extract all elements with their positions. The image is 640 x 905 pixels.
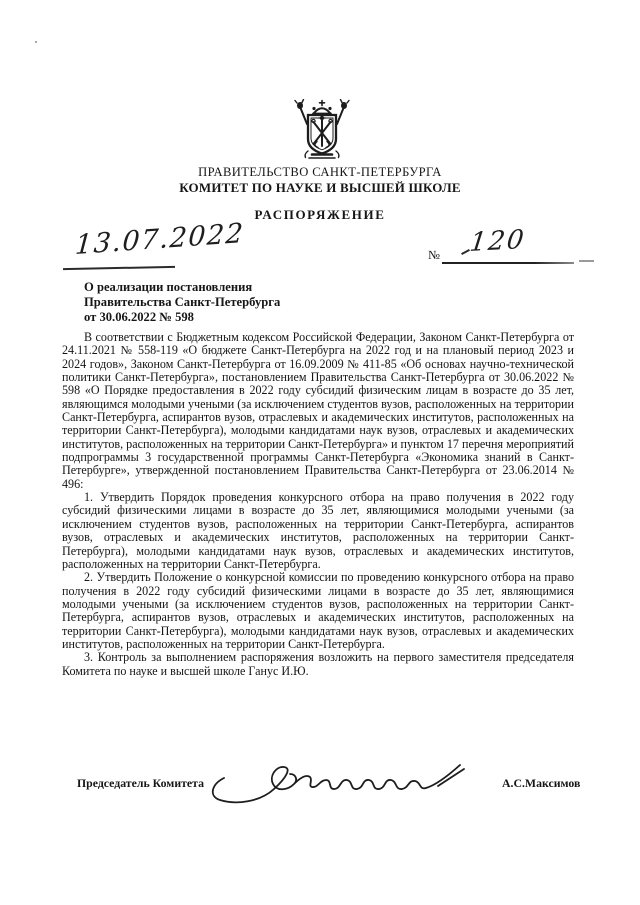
scan-speck — [35, 41, 37, 43]
handwritten-date: 13.07.2022 — [74, 217, 246, 261]
coat-of-arms-icon — [294, 99, 350, 161]
paragraph-item-1: 1. Утвердить Порядок проведения конкурсного отбора на право получения в 2022 году субсидий физическими лицами в возрасте до 35 лет, являющимися молодыми учеными (за исключением студентов вузов, расположенных на территории Санкт-Петербурга, аспирантов вузов, отраслевых и академических институтов, расположенных на территории Санкт-Петербурга), молодыми кандидатами наук вузов, отраслевых и академических институтов, расположенных на территории Санкт-Петербурга. — [62, 490, 574, 571]
paragraph-preamble: В соответствии с Бюджетным кодексом Российской Федерации, Законом Санкт-Петербурга от 24.11.2021 № 558-119 «О бюджете Санкт-Петербурга на 2022 год и на плановый период 2023 и 2024 годов», Законом Санкт-Петербурга от 16.09.2009 № 411-85 «Об основах научно-технической политики Санкт-Петербурга», постановлением Правительства Санкт-Петербурга от 30.06.2022 № 598 «О Порядке предоставления в 2022 году субсидий физическим лицам в возрасте до 35 лет, являющимся молодыми учеными (за исключением студентов вузов, расположенных на территории Санкт-Петербурга, аспирантов вузов, отраслевых и академических институтов, расположенных на территории Санкт-Петербурга), молодыми кандидатами наук вузов, отраслевых и академических институтов, расположенных на территории Санкт-Петербурга» и пунктом 17 перечня мероприятий подпрограммы 3 государственной программы Санкт-Петербурга «Экономика знаний в Санкт-Петербурге», утвержденной постановлением Правительства Санкт-Петербурга от 23.06.2014 № 496: — [62, 330, 574, 491]
subject-line: от 30.06.2022 № 598 — [84, 310, 194, 324]
number-underline — [442, 262, 574, 264]
paragraph-item-3: 3. Контроль за выполнением распоряжения возложить на первого заместителя председателя Комитета по науке и высшей школе Ганус И.Ю. — [62, 650, 574, 678]
number-label: № — [428, 248, 440, 262]
signer-title: Председатель Комитета — [77, 776, 204, 790]
date-underline — [63, 266, 175, 270]
authority-name: ПРАВИТЕЛЬСТВО САНКТ-ПЕТЕРБУРГА — [198, 165, 442, 179]
handwritten-number: 120 — [468, 224, 528, 258]
subject-heading — [84, 280, 280, 325]
committee-name: КОМИТЕТ ПО НАУКЕ И ВЫСШЕЙ ШКОЛЕ — [179, 180, 461, 195]
signer-name: А.С.Максимов — [502, 776, 581, 790]
subject-line: Правительства Санкт-Петербурга — [84, 295, 281, 309]
document-type-title: РАСПОРЯЖЕНИЕ — [254, 207, 386, 222]
signature-scribble — [208, 762, 470, 810]
body-text — [62, 331, 574, 678]
subject-line: О реализации постановления — [84, 280, 253, 294]
paragraph-item-2: 2. Утвердить Положение о конкурсной комиссии по проведению конкурсного отбора на право получения в 2022 году субсидий физическими лицами в возрасте до 35 лет, являющимися молодыми учеными (за исключением студентов вузов, расположенных на территории Санкт-Петербурга, аспирантов вузов, отраслевых и академических институтов, расположенных на территории Санкт-Петербурга), молодыми кандидатами наук вузов, отраслевых и академических институтов, расположенных на территории Санкт-Петербурга. — [62, 570, 574, 651]
number-underline-short — [579, 260, 594, 262]
